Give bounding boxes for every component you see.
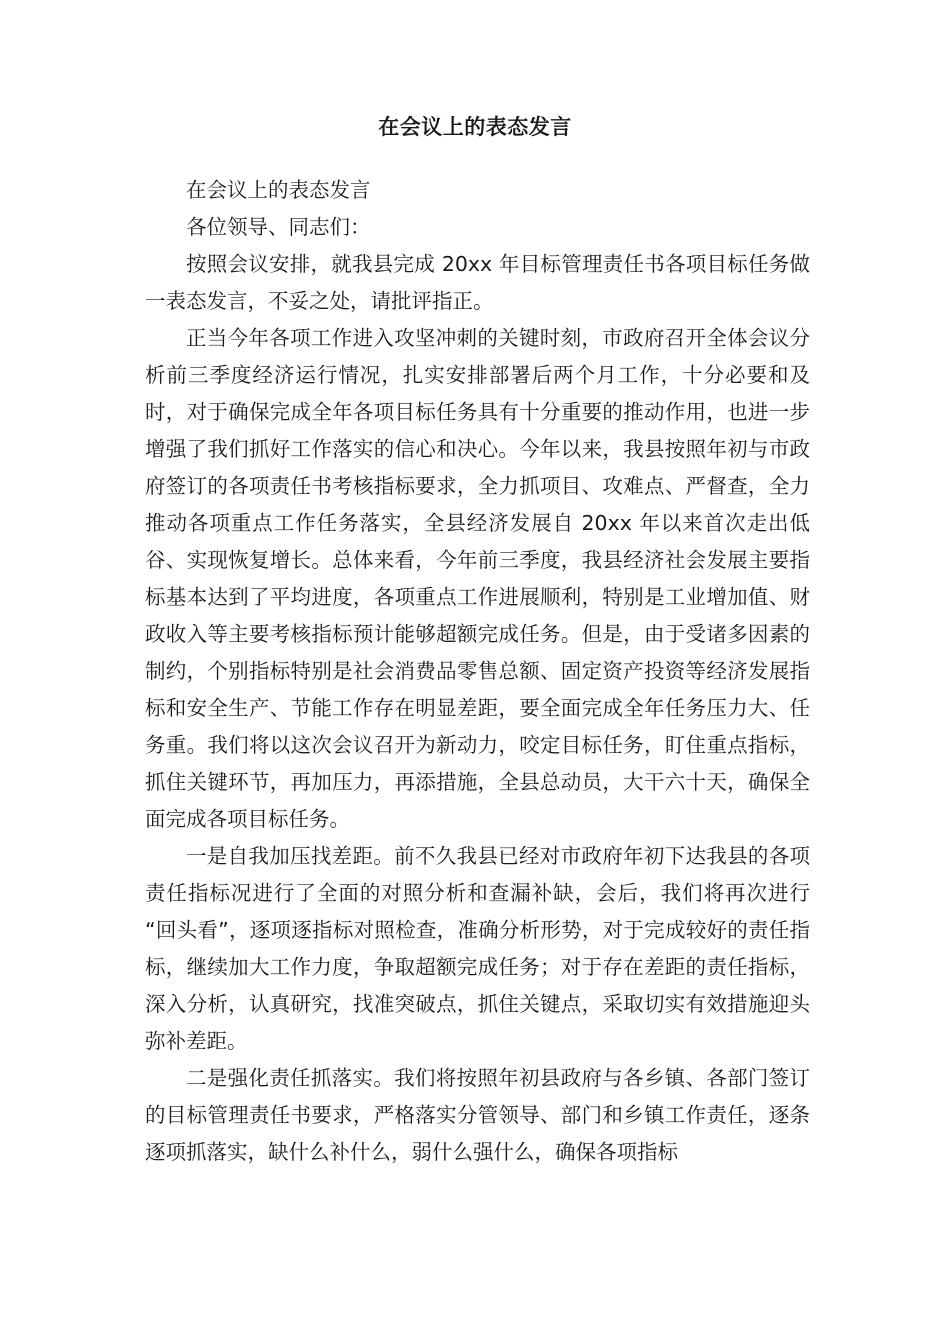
paragraph-point-two: 二是强化责任抓落实。我们将按照年初县政府与各乡镇、各部门签订的目标管理责任书要求，严格落实分管领导、部门和乡镇工作责任，逐条逐项抓落实，缺什么补什么，弱什么强什么，确保各项指标 <box>145 1066 810 1164</box>
paragraph-intro: 按照会议安排，就我县完成 20xx 年目标管理责任书各项目标任务做一表态发言，不妥之处，请批评指正。 <box>145 252 810 313</box>
paragraph-situation: 正当今年各项工作进入攻坚冲刺的关键时刻，市政府召开全体会议分析前三季度经济运行情况，扎实安排部署后两个月工作，十分必要和及时，对于确保完成全年各项目标任务具有十分重要的推动作用，也进一步增强了我们抓好工作落实的信心和决心。今年以来，我县按照年初与市政府签订的各项责任书考核指标要求，全力抓项目、攻难点、严督查，全力推动各项重点工作任务落实，全县经济发展自 20xx 年以来首次走出低谷、实现恢复增长。总体来看，今年前三季度，我县经济社会发展主要指标基本达到了平均进度，各项重点工作进展顺利，特别是工业增加值、财政收入等主要考核指标预计能够超额完成任务。但是，由于受诸多因素的制约，个别指标特别是社会消费品零售总额、固定资产投资等经济发展指标和安全生产、节能工作存在明显差距，要全面完成全年任务压力大、任务重。我们将以这次会议召开为新动力，咬定目标任务，盯住重点指标，抓住关键环节，再加压力，再添措施，全县总动员，大干六十天，确保全面完成各项目标任务。 <box>145 326 810 831</box>
paragraph-heading-repeat: 在会议上的表态发言 <box>186 178 371 202</box>
document-body <box>145 172 810 1171</box>
paragraph-salutation: 各位领导、同志们： <box>186 215 371 239</box>
document-title: 在会议上的表态发言 <box>378 115 572 139</box>
paragraph-point-one: 一是自我加压找差距。前不久我县已经对市政府年初下达我县的各项责任指标况进行了全面的对照分析和查漏补缺，会后，我们将再次进行 “回头看”，逐项逐指标对照检查，准确分析形势，对于完成较好的责任指标，继续加大工作力度，争取超额完成任务；对于存在差距的责任指标，深入分析，认真研究，找准突破点，抓住关键点，采取切实有效措施迎头弥补差距。 <box>145 844 810 1053</box>
